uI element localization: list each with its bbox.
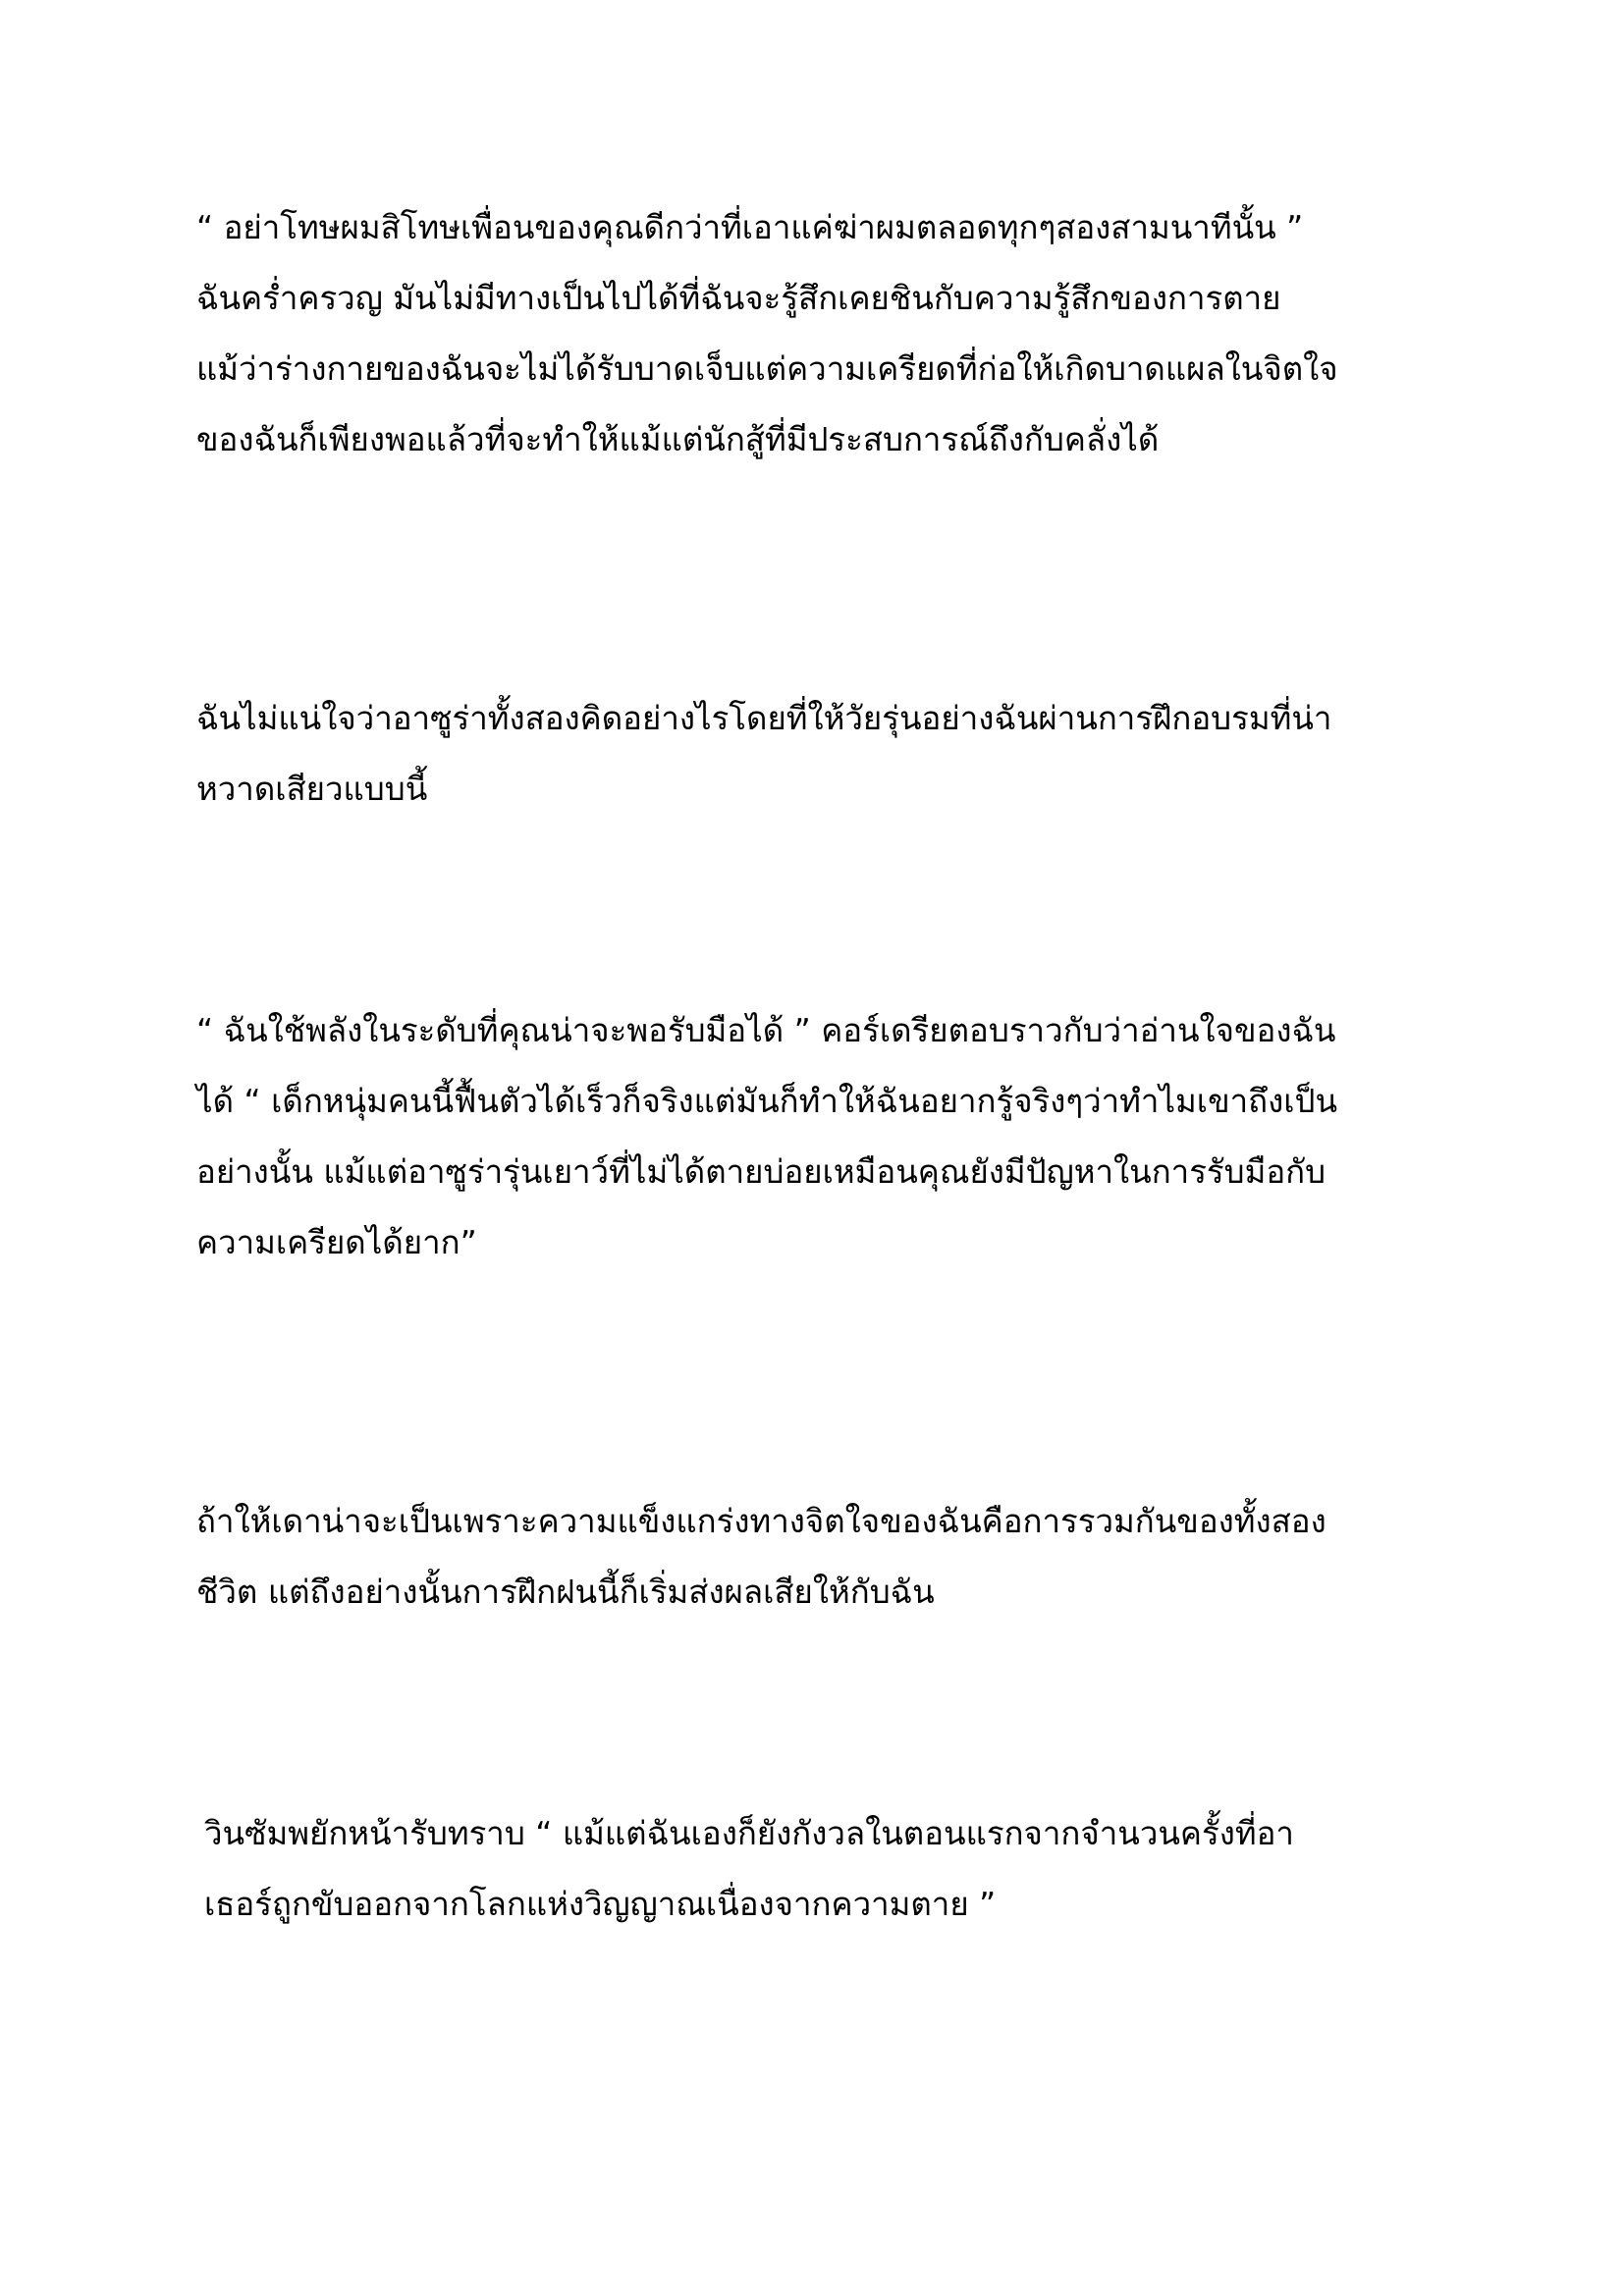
paragraph-line: “ ฉันใช้พลังในระดับที่คุณน่าจะพอรับมือได้ ” คอร์เดรียตอบราวกับว่าอ่านใจของฉัน — [196, 1011, 1336, 1049]
paragraph-line: ฉันไม่แน่ใจว่าอาซูร่าทั้งสองคิดอย่างไรโดยที่ให้วัยรุ่นอย่างฉันผ่านการฝึกอบรมที่น่า — [196, 699, 1332, 737]
paragraph-line: เธอร์ถูกขับออกจากโลกแห่งวิญญาณเนื่องจากความตาย ” — [204, 1885, 997, 1923]
paragraph-line: ความเครียดได้ยาก” — [196, 1223, 477, 1261]
paragraph-line: ชีวิต แต่ถึงอย่างนั้นการฝึกฝนนี้ก็เริ่มส่งผลเสียให้กับฉัน — [196, 1573, 935, 1611]
paragraph-3 — [196, 995, 1453, 1278]
paragraph-line: ได้ “ เด็กหนุ่มคนนี้ฟื้นตัวได้เร็วก็จริงแต่มันก็ทำให้ฉันอยากรู้จริงๆว่าทำไมเขาถึงเป็น — [196, 1082, 1338, 1120]
paragraph-line: “ อย่าโทษผมสิโทษเพื่อนของคุณดีกว่าที่เอาแค่ฆ่าผมตลอดทุกๆสองสามนาทีนั้น ” — [196, 208, 1304, 246]
paragraph-line: หวาดเสียวแบบนี้ — [196, 770, 428, 808]
paragraph-5 — [196, 1798, 1461, 1940]
paragraph-1 — [196, 192, 1453, 475]
paragraph-line: ฉันคร่ำครวญ มันไม่มีทางเป็นไปได้ที่ฉันจะรู้สึกเคยชินกับความรู้สึกของการตาย — [196, 279, 1281, 317]
paragraph-line: อย่างนั้น แม้แต่อาซูร่ารุ่นเยาว์ที่ไม่ได้ตายบ่อยเหมือนคุณยังมีปัญหาในการรับมือกับ — [196, 1152, 1326, 1191]
paragraph-2 — [196, 683, 1453, 825]
paragraph-line: แม้ว่าร่างกายของฉันจะไม่ได้รับบาดเจ็บแต่ความเครียดที่ก่อให้เกิดบาดแผลในจิตใจ — [196, 349, 1338, 388]
paragraph-4 — [196, 1486, 1453, 1628]
paragraph-line: ถ้าให้เดาน่าจะเป็นเพราะความแข็งแกร่งทางจิตใจของฉันคือการรวมกันของทั้งสอง — [196, 1502, 1326, 1540]
paragraph-line: วินซัมพยักหน้ารับทราบ “ แม้แต่ฉันเองก็ยังกังวลในตอนแรกจากจำนวนครั้งที่อา — [204, 1814, 1294, 1852]
paragraph-line: ของฉันก็เพียงพอแล้วที่จะทำให้แม้แต่นักสู้ที่มีประสบการณ์ถึงกับคลั่งได้ — [196, 420, 1160, 458]
